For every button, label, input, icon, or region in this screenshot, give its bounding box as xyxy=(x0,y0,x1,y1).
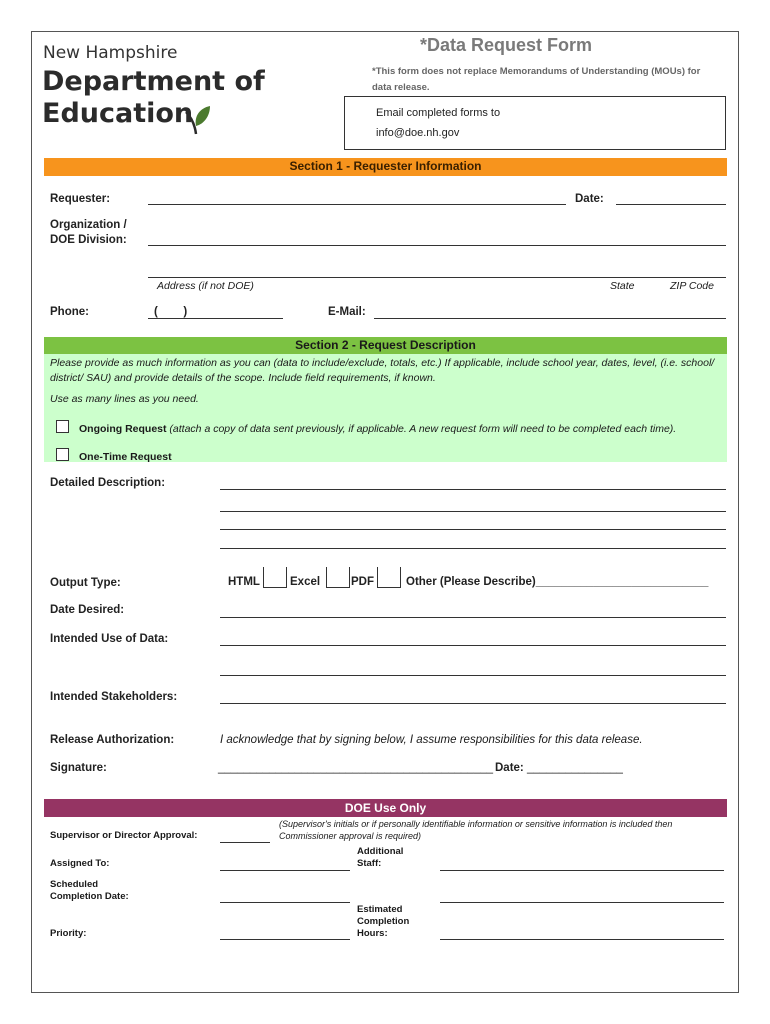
signature-date-label: Date: xyxy=(495,762,524,774)
intended-use-line-2[interactable] xyxy=(220,675,726,676)
release-authorization-label: Release Authorization: xyxy=(50,734,175,746)
onetime-label: One-Time Request xyxy=(79,451,172,463)
agency-name-line1: Department of xyxy=(42,66,265,97)
phone-field[interactable] xyxy=(148,318,283,319)
date-desired-label: Date Desired: xyxy=(50,604,125,616)
onetime-checkbox[interactable] xyxy=(56,448,69,461)
intended-use-label: Intended Use of Data: xyxy=(50,633,169,645)
lines-note: Use as many lines as you need. xyxy=(50,393,199,405)
zip-caption: ZIP Code xyxy=(670,280,714,292)
email-note-box xyxy=(344,96,726,150)
priority-field[interactable] xyxy=(220,939,350,940)
estimated-label-1: Estimated xyxy=(357,904,403,915)
agency-name-top: New Hampshire xyxy=(43,43,178,63)
form-title: *Data Request Form xyxy=(420,35,593,55)
organization-field[interactable] xyxy=(148,245,726,246)
organization-label-line1: Organization / xyxy=(50,219,127,231)
output-html-label: HTML xyxy=(228,576,260,588)
ongoing-request-option xyxy=(50,420,722,436)
output-other-label: Other (Please Describe)___________________________ xyxy=(406,576,709,588)
supervisor-approval-label: Supervisor or Director Approval: xyxy=(50,830,198,841)
assigned-to-field[interactable] xyxy=(220,870,350,871)
description-line-3[interactable] xyxy=(220,529,726,530)
output-excel-checkbox[interactable] xyxy=(326,567,350,588)
date-label: Date: xyxy=(575,193,604,205)
address-field[interactable] xyxy=(148,277,726,278)
email-note-line1: Email completed forms to xyxy=(376,107,501,119)
output-type-label: Output Type: xyxy=(50,577,121,589)
description-line-4[interactable] xyxy=(220,548,726,549)
address-caption: Address (if not DOE) xyxy=(157,280,254,292)
signature-label: Signature: xyxy=(50,762,107,774)
scheduled-date-field[interactable] xyxy=(220,902,350,903)
output-pdf-label: PDF xyxy=(351,576,374,588)
stakeholders-label: Intended Stakeholders: xyxy=(50,691,178,703)
requester-label: Requester: xyxy=(50,193,111,205)
estimated-label-3: Hours: xyxy=(357,928,388,939)
additional-staff-label-2: Staff: xyxy=(357,858,382,869)
phone-label: Phone: xyxy=(50,306,89,318)
ongoing-checkbox[interactable] xyxy=(56,420,69,433)
requester-field[interactable] xyxy=(148,204,566,205)
output-html-checkbox[interactable] xyxy=(263,567,287,588)
phone-area-code: ( ) xyxy=(154,306,188,318)
estimated-label-2: Completion xyxy=(357,916,410,927)
agency-name-line2: Education xyxy=(42,98,194,129)
supervisor-note: (Supervisor's initials or if personally identifiable information or sensitive information is included then Commissioner approval is required) xyxy=(279,819,673,841)
email-label: E-Mail: xyxy=(328,306,366,318)
signature-date-field[interactable]: _______________ xyxy=(527,762,623,774)
section2-header: Section 2 - Request Description xyxy=(44,337,727,354)
detailed-description-label: Detailed Description: xyxy=(50,477,166,489)
assigned-to-label: Assigned To: xyxy=(50,858,110,869)
instructions-text: Please provide as much information as you can (data to include/exclude, totals, etc.) If applicable, include school year, dates, level, (i.e. school/ district/ SAU) and provide details of the scope. Include field requirements, if known. xyxy=(50,357,715,384)
ongoing-label: Ongoing Request xyxy=(79,423,167,435)
leaf-logo-icon xyxy=(182,102,212,136)
intended-use-line-1[interactable] xyxy=(220,645,726,646)
date-desired-field[interactable] xyxy=(220,617,726,618)
stakeholders-field[interactable] xyxy=(220,703,726,704)
output-pdf-checkbox[interactable] xyxy=(377,567,401,588)
ongoing-note: (attach a copy of data sent previously, if applicable. A new request form will need to be completed each time). xyxy=(169,423,677,435)
organization-label-line2: DOE Division: xyxy=(50,234,127,246)
email-field[interactable] xyxy=(374,318,726,319)
release-statement: I acknowledge that by signing below, I assume responsibilities for this data release. xyxy=(220,734,643,746)
output-excel-label: Excel xyxy=(290,576,321,588)
scheduled-label-1: Scheduled xyxy=(50,879,99,890)
date-field[interactable] xyxy=(616,204,726,205)
supervisor-approval-field[interactable] xyxy=(220,842,270,843)
estimated-hours-field[interactable] xyxy=(440,939,724,940)
email-address: info@doe.nh.gov xyxy=(376,127,460,139)
description-line-1[interactable] xyxy=(220,489,726,490)
section1-header: Section 1 - Requester Information xyxy=(44,158,727,176)
additional-staff-field[interactable] xyxy=(440,870,724,871)
priority-label: Priority: xyxy=(50,928,87,939)
state-caption: State xyxy=(610,280,635,292)
additional-staff-label-1: Additional xyxy=(357,846,404,857)
signature-field[interactable]: ___________________________________________ xyxy=(218,762,494,774)
onetime-request-option xyxy=(56,448,172,463)
disclaimer-text: *This form does not replace Memorandums of Understanding (MOUs) for data release. xyxy=(372,66,701,93)
additional-staff-field-2[interactable] xyxy=(440,902,724,903)
description-line-2[interactable] xyxy=(220,511,726,512)
doe-use-header: DOE Use Only xyxy=(44,799,727,817)
scheduled-label-2: Completion Date: xyxy=(50,891,129,902)
